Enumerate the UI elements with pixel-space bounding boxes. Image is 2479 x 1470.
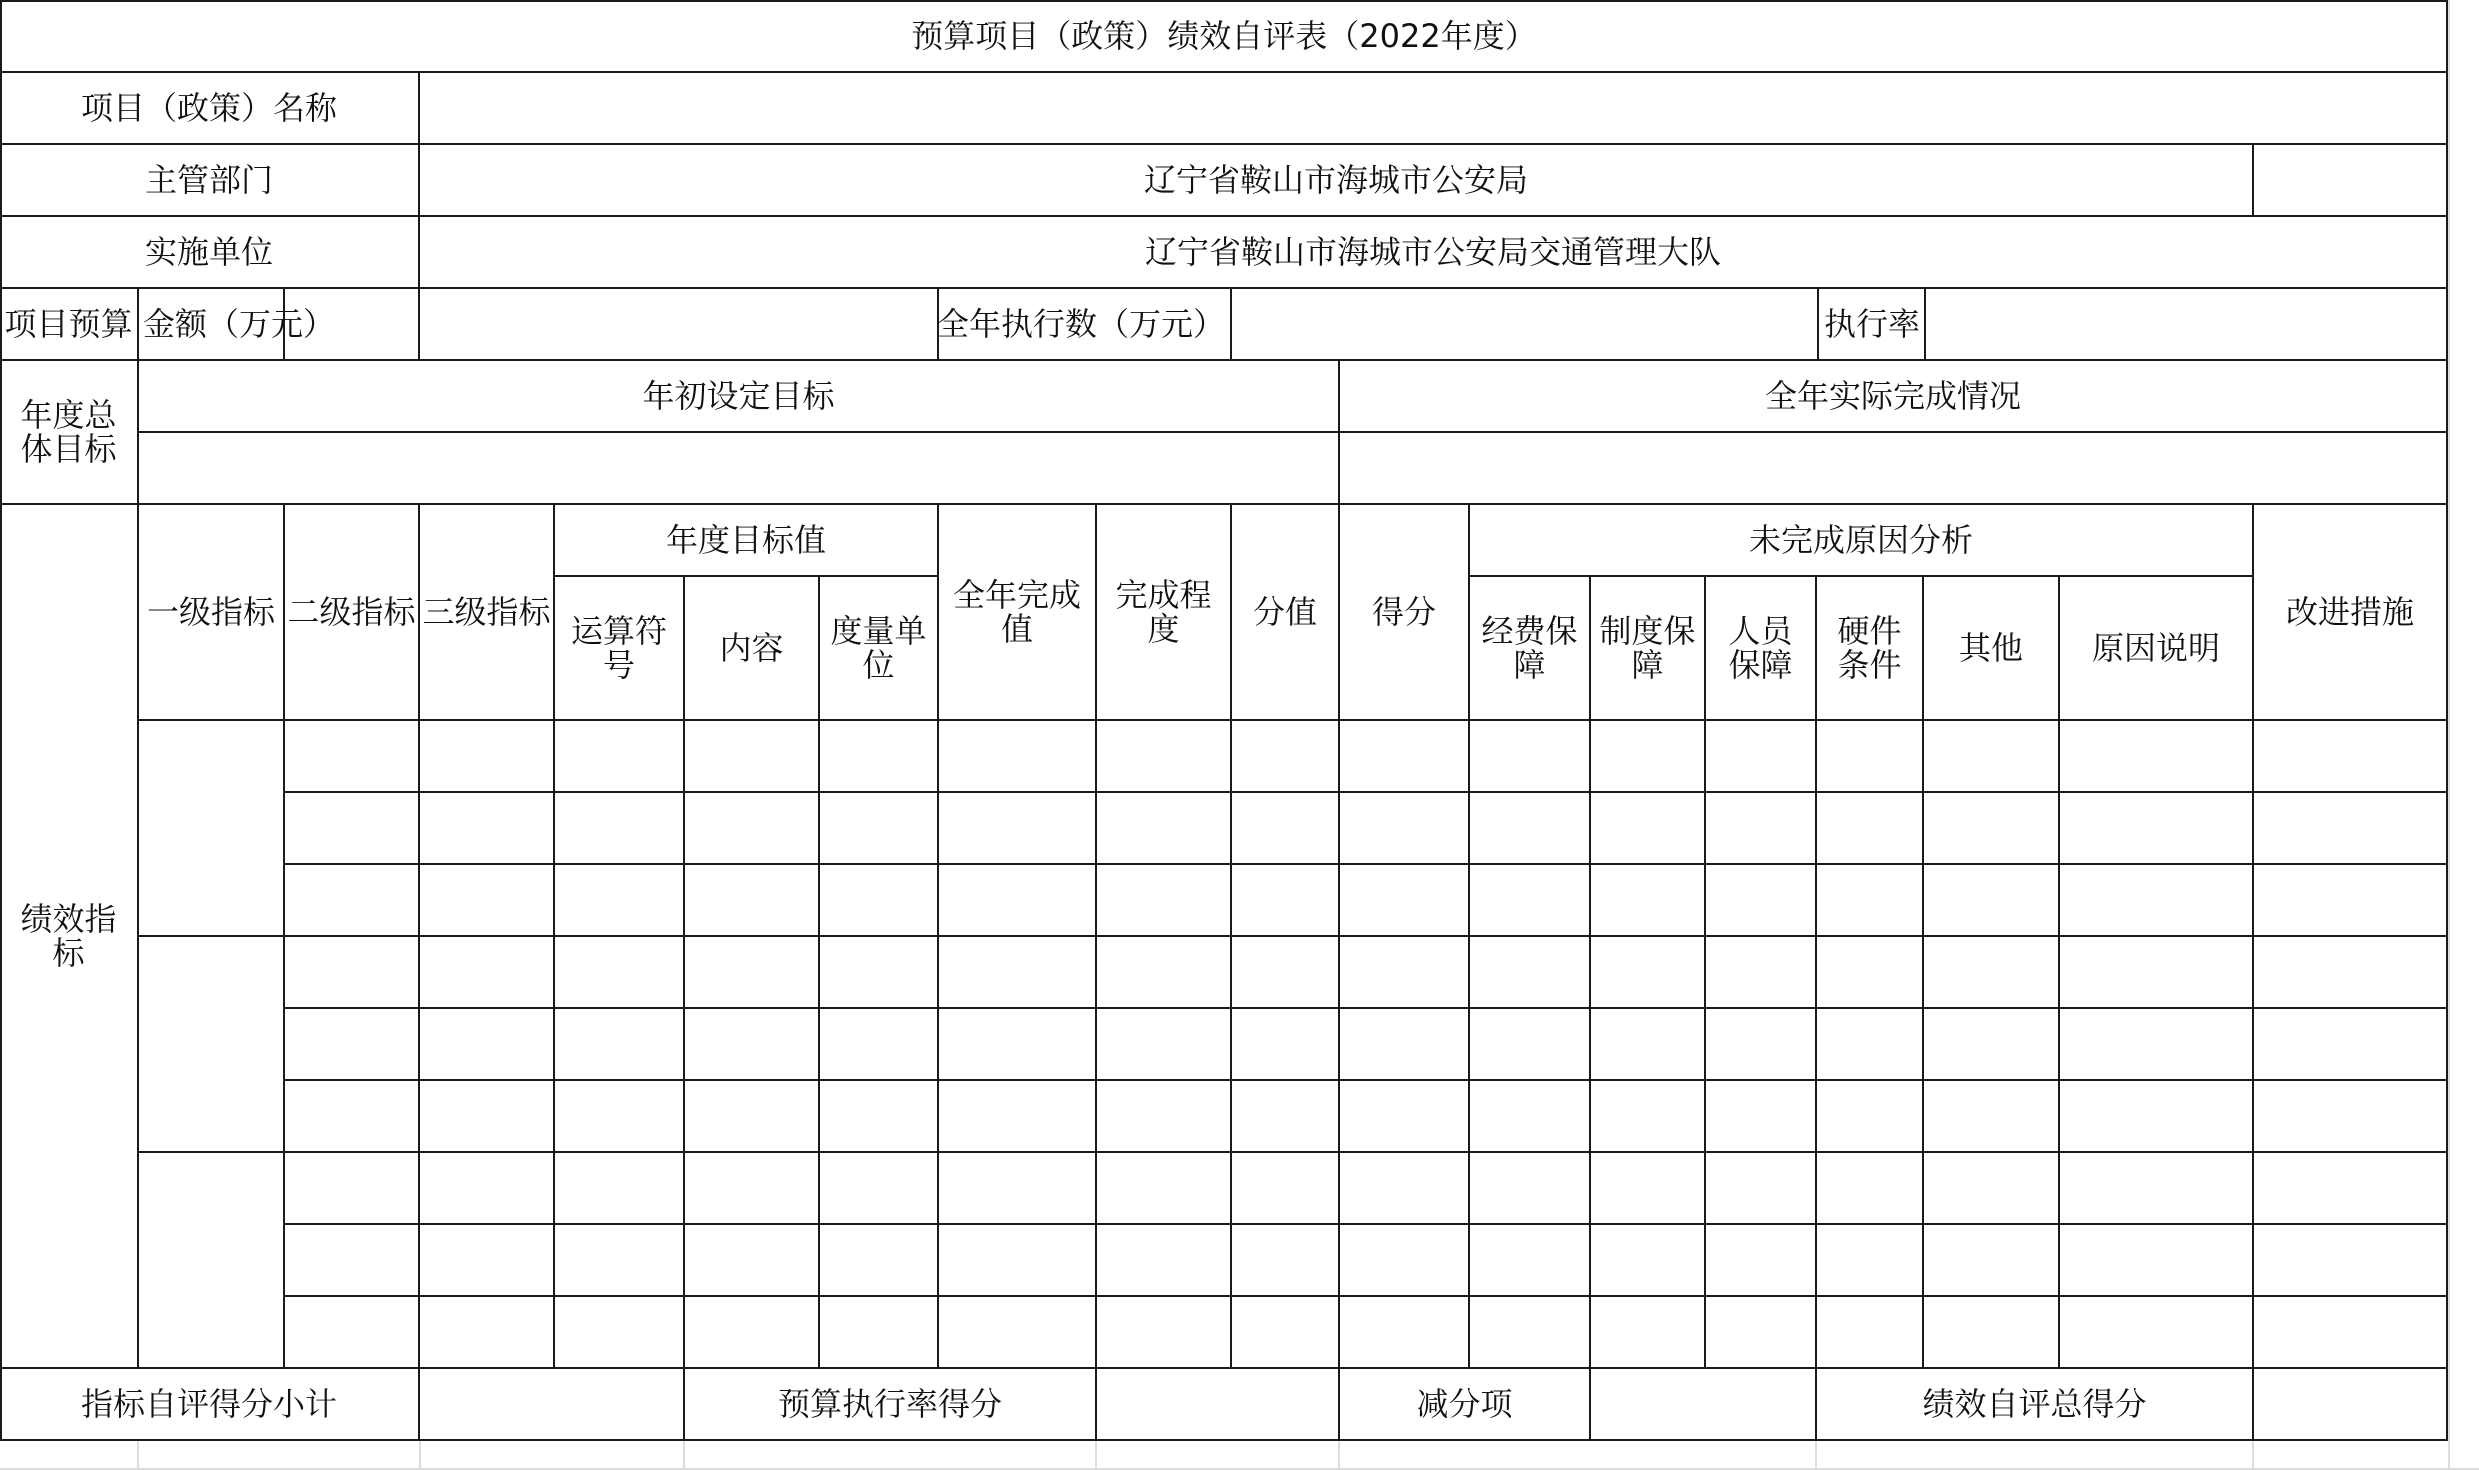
score-value-header: 分值 bbox=[1252, 593, 1317, 631]
grid-b-1338 bbox=[1338, 1440, 1340, 1470]
project-name-label: 项目（政策）名称 bbox=[80, 89, 337, 127]
personnel-header: 人员 保障 bbox=[1728, 612, 1793, 684]
h-line-936 bbox=[137, 935, 2448, 937]
h-line-1224 bbox=[283, 1223, 2448, 1225]
operator-header: 运算符 号 bbox=[570, 612, 667, 684]
h-line-1296 bbox=[283, 1295, 2448, 1297]
hardware-header: 硬件 条件 bbox=[1837, 612, 1902, 684]
unit-label: 实施单位 bbox=[144, 233, 273, 271]
annual-done-header: 全年完成 值 bbox=[952, 576, 1081, 648]
grid-b-419 bbox=[419, 1440, 421, 1470]
content-header: 内容 bbox=[719, 629, 784, 667]
project-name-value[interactable] bbox=[420, 72, 2446, 144]
h-line-1008 bbox=[283, 1007, 2448, 1009]
subtotal-label: 指标自评得分小计 bbox=[80, 1385, 337, 1423]
reason-analysis-header: 未完成原因分析 bbox=[1748, 521, 1973, 559]
grid-b-683 bbox=[683, 1440, 685, 1470]
other-header: 其他 bbox=[1958, 629, 2023, 667]
budget-rate-score-label: 预算执行率得分 bbox=[777, 1385, 1002, 1423]
actual-completion-label: 全年实际完成情况 bbox=[1764, 377, 2021, 415]
h-line-1080 bbox=[283, 1079, 2448, 1081]
completion-header: 完成程 度 bbox=[1115, 576, 1212, 648]
funding-header: 经费保 障 bbox=[1481, 612, 1578, 684]
grid-right-v bbox=[2448, 0, 2450, 1470]
unit-measure-header: 度量单 位 bbox=[830, 612, 927, 684]
target-value-header: 年度目标值 bbox=[665, 521, 826, 559]
budget-label-a: 项目预算 bbox=[4, 305, 133, 343]
total-score-label: 绩效自评总得分 bbox=[1922, 1385, 2147, 1423]
level3-header: 三级指标 bbox=[422, 593, 551, 631]
initial-goal-label: 年初设定目标 bbox=[642, 377, 835, 415]
exec-rate-label: 执行率 bbox=[1824, 305, 1921, 343]
grid-b-1095 bbox=[1095, 1440, 1097, 1470]
h-line-1152 bbox=[137, 1151, 2448, 1153]
score-header: 得分 bbox=[1371, 593, 1436, 631]
annual-goal-label: 年度总 体目标 bbox=[20, 396, 117, 468]
system-header: 制度保 障 bbox=[1599, 612, 1696, 684]
improve-header: 改进措施 bbox=[2285, 593, 2414, 631]
v-line-right bbox=[2446, 0, 2448, 1441]
dept-label: 主管部门 bbox=[144, 161, 273, 199]
form-title: 预算项目（政策）绩效自评表（2022年度） bbox=[911, 17, 1537, 55]
level1-header: 一级指标 bbox=[146, 593, 275, 631]
perf-indicator-label: 绩效指 标 bbox=[20, 900, 117, 972]
level2-header: 二级指标 bbox=[287, 593, 416, 631]
deduction-label: 减分项 bbox=[1416, 1385, 1513, 1423]
h-line-864 bbox=[283, 863, 2448, 865]
v-line-137-budget bbox=[137, 288, 139, 1368]
v-line-2252-dept bbox=[2252, 144, 2254, 216]
reason-note-header: 原因说明 bbox=[2091, 629, 2220, 667]
exec-amount-label: 全年执行数（万元） bbox=[937, 305, 1226, 343]
grid-b-1815 bbox=[1815, 1440, 1817, 1470]
h-line-792 bbox=[283, 791, 2448, 793]
unit-value: 辽宁省鞍山市海城市公安局交通管理大队 bbox=[1144, 233, 1721, 271]
grid-b-137 bbox=[137, 1440, 139, 1470]
dept-value: 辽宁省鞍山市海城市公安局 bbox=[1143, 161, 1528, 199]
budget-label-b: 金额（万元） bbox=[143, 305, 336, 343]
grid-b-2252 bbox=[2252, 1440, 2254, 1470]
